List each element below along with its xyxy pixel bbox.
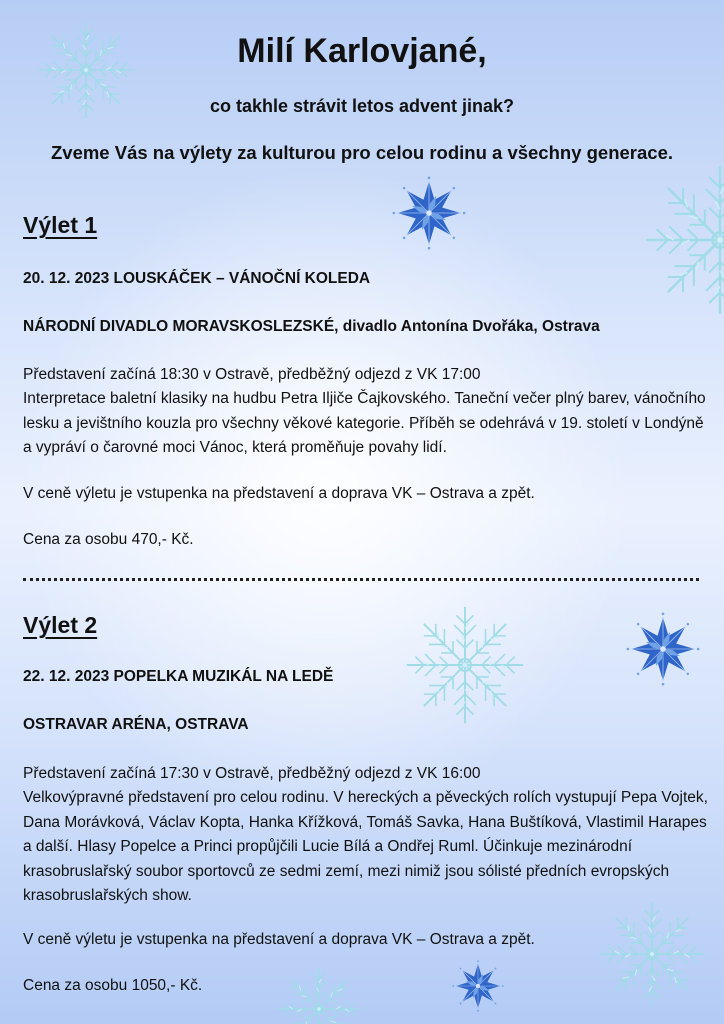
trip-1-date-title: 20. 12. 2023 LOUSKÁČEK – VÁNOČNÍ KOLEDA: [23, 270, 371, 287]
trip-1-price: Cena za osobu 470,- Kč.: [23, 531, 194, 548]
invitation: Zveme Vás na výlety za kulturou pro celou rodinu a všechny generace.: [50, 142, 674, 163]
trip-2-venue: OSTRAVAR ARÉNA, OSTRAVA: [23, 716, 249, 733]
trip-1-venue: NÁRODNÍ DIVADLO MORAVSKOSLEZSKÉ, divadlo Antonína Dvořáka, Ostrava: [23, 318, 600, 335]
divider: [23, 578, 699, 581]
trip-1-departure: Představení začíná 18:30 v Ostravě, předběžný odjezd z VK 17:00: [23, 366, 481, 383]
trip-2-date-title: 22. 12. 2023 POPELKA MUZIKÁL NA LEDĚ: [23, 668, 334, 685]
trip-2-departure: Představení začíná 17:30 v Ostravě, předběžný odjezd z VK 16:00: [23, 765, 481, 782]
trip-2-description: Velkovýpravné představení pro celou rodinu. V hereckých a pěveckých rolích vystupují Pepa Vojtek, Dana Morávková, Václav Kopta, Hanka Křížková, Tomáš Savka, Hana Buštíková, Vlastimil Harapes a další. Hlasy Popelce a Princi propůjčili Lucie Bílá a Ondřej Ruml. Účinkuje mezinárodní krasobruslařský soubor sportovců ze sedmi zemí, mezi nimiž jsou sólisté předních evropských krasobruslařských show.: [23, 789, 708, 904]
snowflake-icon: [626, 612, 700, 686]
trip-2-heading: Výlet 2: [23, 612, 98, 638]
trip-1-included: V ceně výletu je vstupenka na představení a doprava VK – Ostrava a zpět.: [23, 485, 535, 502]
subtitle: co takhle strávit letos advent jinak?: [209, 96, 515, 116]
trip-1-heading: Výlet 1: [23, 212, 98, 238]
trip-2-price: Cena za osobu 1050,- Kč.: [23, 977, 203, 994]
trip-1-description: Interpretace baletní klasiky na hudbu Petra Iljiče Čajkovského. Taneční večer plný barev, vánočního lesku a jevištního kouzla pro všechny věkové kategorie. Příběh se odehrává v 19. století v Londýně a vypráví o čarovné moci Vánoc, která proměňuje povahy lidí.: [23, 390, 706, 456]
trip-2-included: V ceně výletu je vstupenka na představení a doprava VK – Ostrava a zpět.: [23, 931, 535, 948]
snowflake-icon: [402, 602, 528, 728]
snowflake-icon: [640, 160, 724, 320]
page-title: Milí Karlovjané,: [237, 32, 487, 70]
snowflake-icon: [392, 176, 466, 250]
